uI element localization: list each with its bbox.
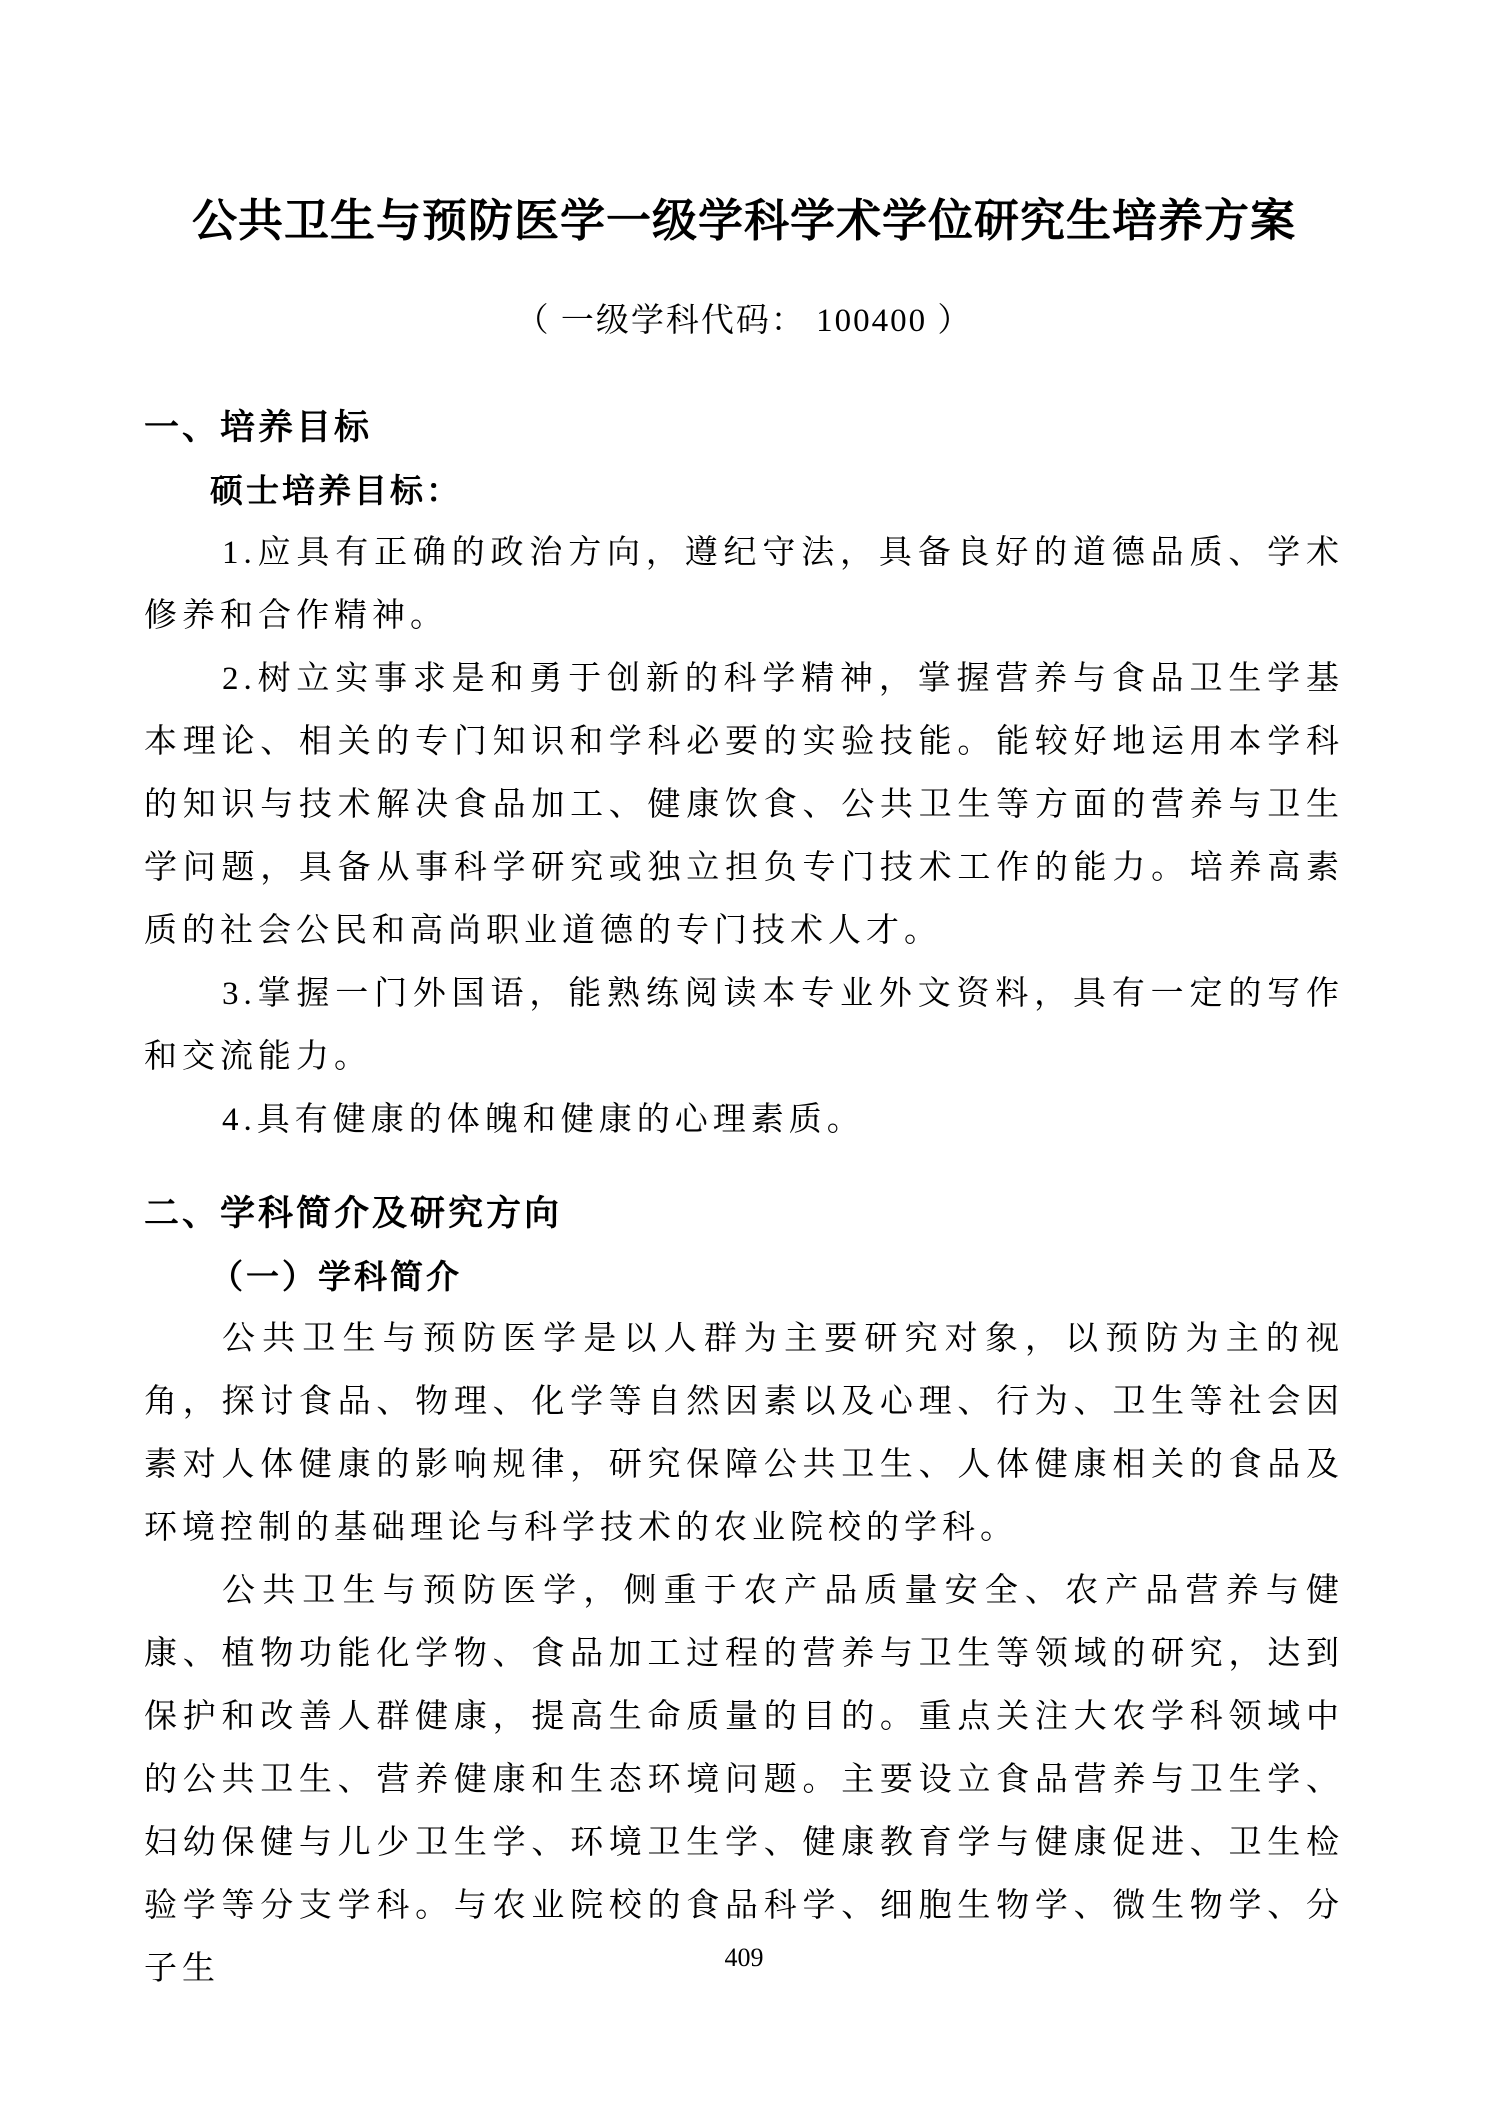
subheading-master-training-goals: 硕士培养目标：: [210, 472, 462, 509]
paragraph-discipline-2: 公共卫生与预防医学，侧重于农产品质量安全、农产品营养与健康、植物功能化学物、食品加工过程的营养与卫生等领域的研究，达到保护和改善人群健康，提高生命质量的目的。重点关注大农学科领域中的公共卫生、营养健康和生态环境问题。主要设立食品营养与卫生学、妇幼保健与儿少卫生学、环境卫生学、健康教育学与健康促进、卫生检验学等分支学科。与农业院校的食品科学、细胞生物学、微生物学、分子生: [144, 1573, 1344, 1987]
page-number: 409: [724, 1943, 764, 1972]
subheading-discipline-overview: （一）学科简介: [210, 1258, 462, 1295]
paragraph-goal-1: 1.应具有正确的政治方向，遵纪守法，具备良好的道德品质、学术修养和合作精神。: [144, 535, 1344, 634]
document-subtitle: （ 一级学科代码： 100400 ）: [515, 303, 973, 339]
paragraph-goal-4: 4.具有健康的体魄和健康的心理素质。: [222, 1102, 865, 1138]
section-heading-discipline-intro: 二、学科简介及研究方向: [144, 1194, 563, 1233]
document-content: [144, 0, 1344, 2001]
paragraph-goal-3: 3.掌握一门外国语，能熟练阅读本专业外文资料，具有一定的写作和交流能力。: [144, 976, 1344, 1075]
paragraph-goal-2: 2.树立实事求是和勇于创新的科学精神，掌握营养与食品卫生学基本理论、相关的专门知识和学科必要的实验技能。能较好地运用本学科的知识与技术解决食品加工、健康饮食、公共卫生等方面的营养与卫生学问题，具备从事科学研究或独立担负专门技术工作的能力。培养高素质的社会公民和高尚职业道德的专门技术人才。: [144, 661, 1344, 949]
paragraph-discipline-1: 公共卫生与预防医学是以人群为主要研究对象，以预防为主的视角，探讨食品、物理、化学等自然因素以及心理、行为、卫生等社会因素对人体健康的影响规律，研究保障公共卫生、人体健康相关的食品及环境控制的基础理论与科学技术的农业院校的学科。: [144, 1321, 1344, 1546]
section-heading-training-goals: 一、培养目标: [144, 408, 373, 447]
document-title: 公共卫生与预防医学一级学科学术学位研究生培养方案: [191, 195, 1296, 246]
